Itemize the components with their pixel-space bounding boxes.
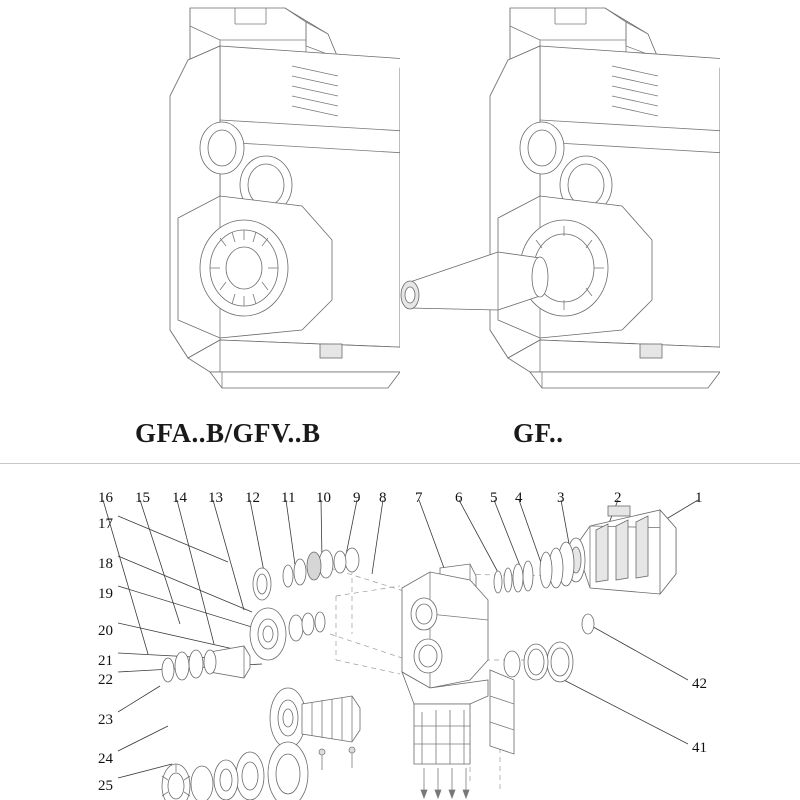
callout-14: 14 (172, 490, 187, 506)
callout-4: 4 (515, 490, 523, 506)
callout-6: 6 (455, 490, 463, 506)
callout-16: 16 (98, 490, 113, 506)
callout-41: 41 (692, 740, 707, 756)
callout-9: 9 (353, 490, 361, 506)
callout-18: 18 (98, 556, 113, 572)
callout-22: 22 (98, 672, 113, 688)
callout-19: 19 (98, 586, 113, 602)
exploded-view-section (0, 464, 800, 800)
gf-gearbox (390, 0, 720, 400)
callout-5: 5 (490, 490, 498, 506)
callout-3: 3 (557, 490, 565, 506)
callout-11: 11 (281, 490, 296, 506)
callout-17: 17 (98, 516, 113, 532)
callout-12: 12 (245, 490, 260, 506)
callout-24: 24 (98, 751, 113, 767)
callout-1: 1 (695, 490, 703, 506)
callout-2: 2 (614, 490, 622, 506)
callout-20: 20 (98, 623, 113, 639)
callout-10: 10 (316, 490, 331, 506)
callout-21: 21 (98, 653, 113, 669)
caption-gf: GF.. (513, 418, 564, 448)
callout-42: 42 (692, 676, 707, 692)
caption-gfa-b-gfv-b: GFA..B/GFV..B (135, 418, 321, 448)
callout-25: 25 (98, 778, 113, 794)
callout-8: 8 (379, 490, 387, 506)
callout-13: 13 (208, 490, 223, 506)
callout-15: 15 (135, 490, 150, 506)
gearbox-exploded-parts-diagram (0, 464, 800, 800)
callout-23: 23 (98, 712, 113, 728)
callout-7: 7 (415, 490, 423, 506)
gfa-b-gfv-b-gearbox (70, 0, 400, 400)
